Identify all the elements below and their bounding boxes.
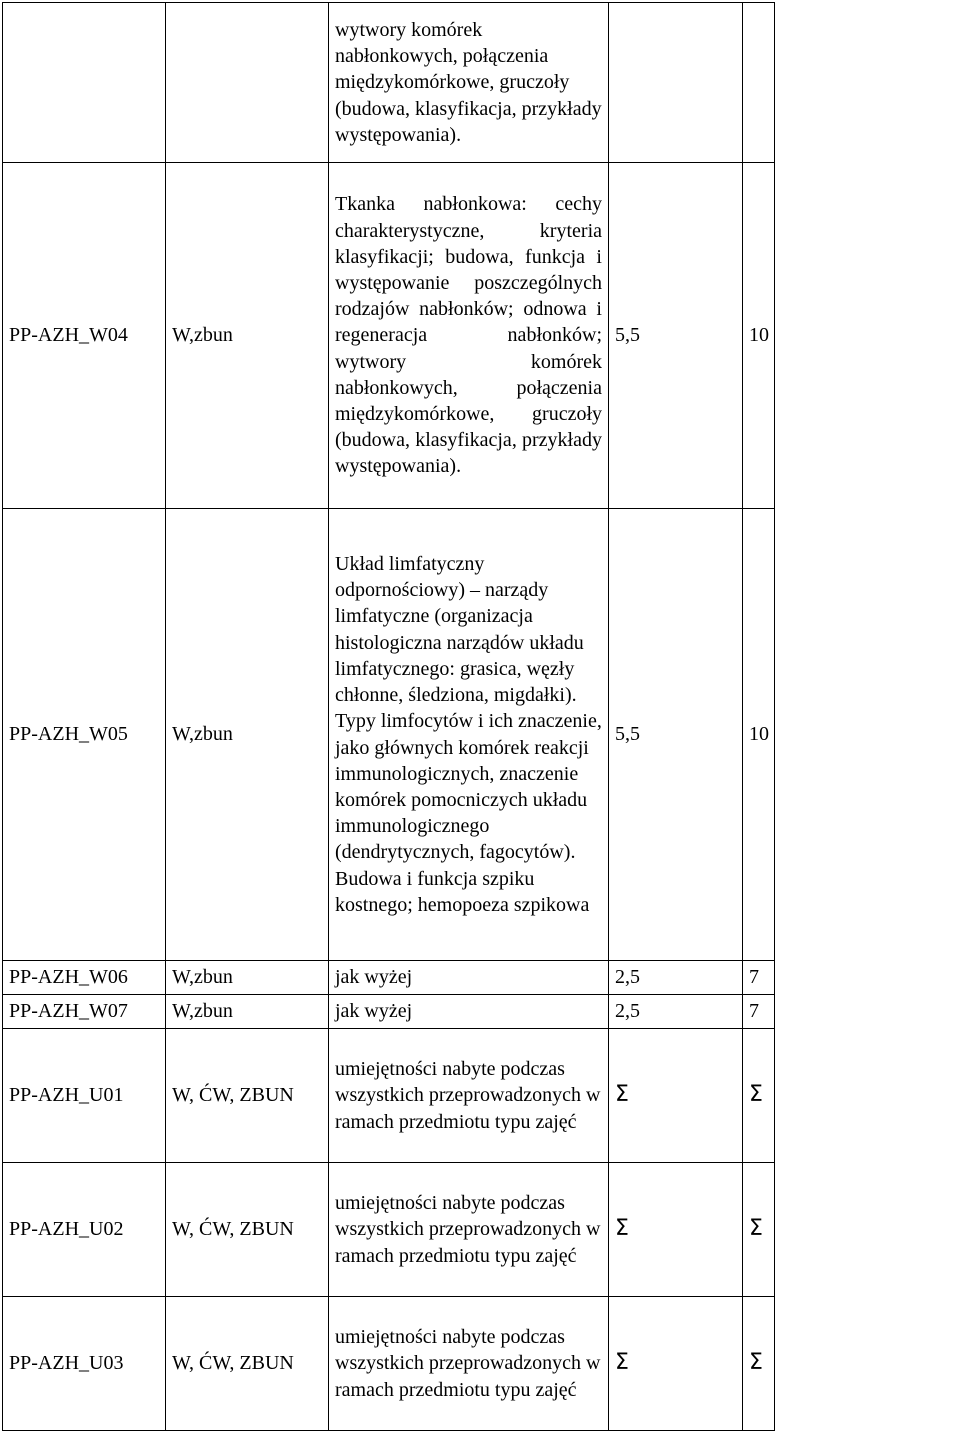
description-cell: jak wyżej (329, 995, 609, 1029)
outcome-code-cell: PP-AZH_U03 (3, 1297, 166, 1431)
description-cell: umiejętności nabyte podczas wszystkich przeprowadzonych w ramach przedmiotu typu zajęć (329, 1297, 609, 1431)
sum-symbol-cell: Σ (743, 1163, 775, 1297)
class-form-cell: W, ĆW, ZBUN (166, 1029, 329, 1163)
value-cell (609, 3, 743, 163)
sum-symbol-cell: Σ (609, 1163, 743, 1297)
value-cell: 5,5 (609, 163, 743, 509)
outcome-code-cell: PP-AZH_U02 (3, 1163, 166, 1297)
outcome-code-cell: PP-AZH_U01 (3, 1029, 166, 1163)
outcome-code-cell (3, 3, 166, 163)
sum-symbol-cell: Σ (743, 1029, 775, 1163)
value-cell (743, 3, 775, 163)
value-cell: 7 (743, 961, 775, 995)
description-cell: Tkanka nabłonkowa: cechy charakterystyczne, kryteria klasyfikacji; budowa, funkcja i występowanie poszczególnych rodzajów nabłonków; odnowa i regeneracja nabłonków; wytwory komórek nabłonkowych, połączenia międzykomórkowe, gruczoły (budowa, klasyfikacja, przykłady występowania). (329, 163, 609, 509)
value-cell: 10 (743, 163, 775, 509)
class-form-cell: W,zbun (166, 995, 329, 1029)
description-cell: wytwory komórek nabłonkowych, połączenia międzykomórkowe, gruczoły (budowa, klasyfikacja, przykłady występowania). (329, 3, 609, 163)
table-row (3, 1029, 775, 1163)
class-form-cell: W,zbun (166, 163, 329, 509)
value-cell: 7 (743, 995, 775, 1029)
table-row (3, 163, 775, 509)
class-form-cell: W, ĆW, ZBUN (166, 1297, 329, 1431)
class-form-cell (166, 3, 329, 163)
sum-symbol-cell: Σ (743, 1297, 775, 1431)
outcome-code-cell: PP-AZH_W07 (3, 995, 166, 1029)
sum-symbol-cell: Σ (609, 1029, 743, 1163)
table-row (3, 3, 775, 163)
description-cell: umiejętności nabyte podczas wszystkich przeprowadzonych w ramach przedmiotu typu zajęć (329, 1163, 609, 1297)
description-cell: jak wyżej (329, 961, 609, 995)
value-cell: 2,5 (609, 961, 743, 995)
class-form-cell: W, ĆW, ZBUN (166, 1163, 329, 1297)
outcome-code-cell: PP-AZH_W04 (3, 163, 166, 509)
value-cell: 5,5 (609, 509, 743, 961)
learning-outcomes-table (2, 2, 775, 1431)
value-cell: 10 (743, 509, 775, 961)
description-cell: umiejętności nabyte podczas wszystkich przeprowadzonych w ramach przedmiotu typu zajęć (329, 1029, 609, 1163)
sum-symbol-cell: Σ (609, 1297, 743, 1431)
table-row (3, 509, 775, 961)
value-cell: 2,5 (609, 995, 743, 1029)
class-form-cell: W,zbun (166, 509, 329, 961)
table-row (3, 1163, 775, 1297)
class-form-cell: W,zbun (166, 961, 329, 995)
table-row (3, 961, 775, 995)
table-row (3, 1297, 775, 1431)
description-cell: Układ limfatyczny odpornościowy) – narządy limfatyczne (organizacja histologiczna narządów układu limfatycznego: grasica, węzły chłonne, śledziona, migdałki). Typy limfocytów i ich znaczenie, jako głównych komórek reakcji immunologicznych, znaczenie komórek pomocniczych układu immunologicznego (dendrytycznych, fagocytów). Budowa i funkcja szpiku kostnego; hemopoeza szpikowa (329, 509, 609, 961)
outcome-code-cell: PP-AZH_W06 (3, 961, 166, 995)
outcome-code-cell: PP-AZH_W05 (3, 509, 166, 961)
table-row (3, 995, 775, 1029)
